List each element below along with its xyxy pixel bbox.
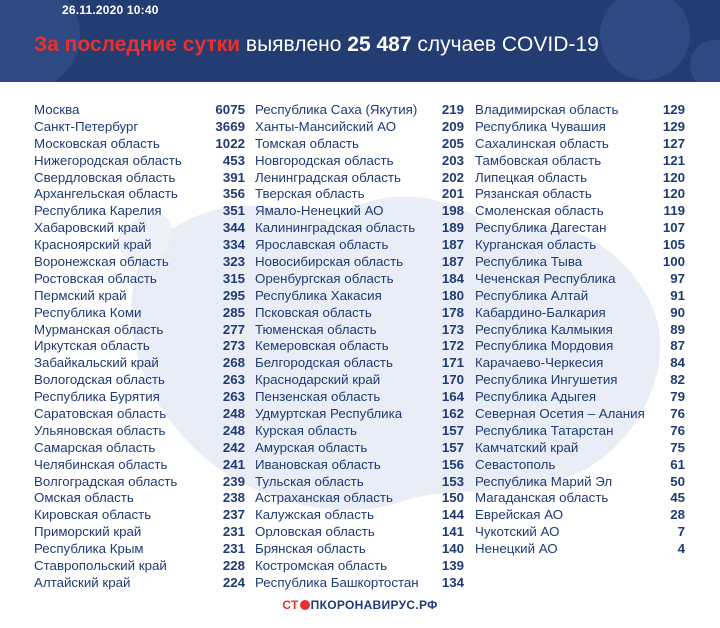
region-row — [475, 322, 685, 339]
region-row — [34, 254, 245, 271]
region-name: Астраханская область — [255, 490, 393, 506]
region-row — [475, 423, 685, 440]
stopcoronavirus-logo — [282, 598, 437, 612]
region-row — [255, 254, 464, 271]
region-case-count: 119 — [663, 203, 685, 219]
region-name: Республика Алтай — [475, 287, 589, 303]
region-case-count: 28 — [670, 507, 685, 523]
region-name: Республика Коми — [34, 304, 142, 320]
region-name: Хабаровский край — [34, 220, 146, 236]
region-name: Чукотский АО — [475, 524, 560, 540]
region-case-count: 100 — [662, 254, 685, 270]
region-name: Севастополь — [475, 456, 556, 472]
region-row — [255, 136, 464, 153]
region-name: Республика Марий Эл — [475, 473, 613, 489]
region-case-count: 263 — [222, 372, 245, 388]
region-row — [475, 541, 685, 558]
title-number: 25 487 — [347, 33, 412, 56]
region-row — [255, 322, 464, 339]
region-row — [34, 423, 245, 440]
region-case-count: 89 — [670, 321, 685, 337]
region-case-count: 129 — [662, 118, 685, 134]
region-case-count: 453 — [222, 152, 245, 168]
region-row — [475, 254, 685, 271]
region-row — [255, 355, 464, 372]
region-row — [255, 305, 464, 322]
region-case-count: 224 — [222, 574, 245, 590]
region-row — [475, 355, 685, 372]
region-row — [255, 490, 464, 507]
region-name: Курская область — [255, 422, 357, 438]
region-case-count: 153 — [441, 473, 464, 489]
region-name: Челябинская область — [34, 456, 168, 472]
region-case-count: 156 — [441, 456, 464, 472]
region-case-count: 105 — [662, 237, 685, 253]
region-name: Республика Ингушетия — [475, 372, 618, 388]
region-row — [34, 305, 245, 322]
region-case-count: 1022 — [215, 135, 245, 151]
region-row — [34, 136, 245, 153]
region-row — [475, 203, 685, 220]
region-case-count: 120 — [662, 186, 685, 202]
region-name: Брянская область — [255, 541, 366, 557]
region-name: Забайкальский край — [34, 355, 159, 371]
region-case-count: 134 — [441, 574, 464, 590]
region-case-count: 121 — [662, 152, 685, 168]
region-name: Пензенская область — [255, 389, 381, 405]
title-part3: случаев COVID-19 — [411, 33, 599, 56]
region-case-count: 189 — [441, 220, 464, 236]
region-case-count: 82 — [670, 372, 685, 388]
region-row — [475, 237, 685, 254]
region-case-count: 178 — [441, 304, 464, 320]
region-case-count: 162 — [441, 406, 464, 422]
region-row — [34, 507, 245, 524]
region-case-count: 356 — [222, 186, 245, 202]
page-title — [34, 33, 599, 57]
region-row — [475, 136, 685, 153]
region-case-count: 180 — [441, 287, 464, 303]
region-row — [475, 490, 685, 507]
region-name: Омская область — [34, 490, 134, 506]
region-row — [475, 186, 685, 203]
region-name: Кировская область — [34, 507, 152, 523]
region-name: Санкт-Петербург — [34, 118, 139, 134]
region-row — [34, 153, 245, 170]
region-name: Псковская область — [255, 304, 372, 320]
region-case-count: 173 — [441, 321, 464, 337]
region-name: Тульская область — [255, 473, 364, 489]
region-name: Ненецкий АО — [475, 541, 558, 557]
region-case-count: 120 — [662, 169, 685, 185]
region-name: Сахалинская область — [475, 135, 609, 151]
region-name: Республика Башкортостан — [255, 574, 419, 590]
region-name: Нижегородская область — [34, 152, 182, 168]
region-name: Новгородская область — [255, 152, 394, 168]
region-name: Свердловская область — [34, 169, 176, 185]
region-row — [475, 507, 685, 524]
region-name: Республика Тыва — [475, 254, 583, 270]
region-case-count: 127 — [662, 135, 685, 151]
region-case-count: 277 — [222, 321, 245, 337]
region-row — [255, 541, 464, 558]
region-row — [255, 524, 464, 541]
region-case-count: 315 — [222, 270, 245, 286]
region-column-3 — [475, 102, 685, 558]
region-case-count: 231 — [222, 524, 245, 540]
region-name: Курганская область — [475, 237, 597, 253]
region-case-count: 351 — [222, 203, 245, 219]
region-name: Ямало-Ненецкий АО — [255, 203, 384, 219]
logo-stop-icon — [300, 600, 310, 610]
region-name: Амурская область — [255, 439, 368, 455]
region-name: Магаданская область — [475, 490, 609, 506]
region-name: Республика Хакасия — [255, 287, 382, 303]
region-case-count: 203 — [441, 152, 464, 168]
region-case-count: 129 — [662, 102, 685, 117]
region-row — [255, 271, 464, 288]
region-row — [34, 440, 245, 457]
region-name: Ярославская область — [255, 237, 389, 253]
region-name: Воронежская область — [34, 254, 169, 270]
region-case-count: 248 — [222, 406, 245, 422]
region-row — [475, 474, 685, 491]
region-row — [475, 288, 685, 305]
region-case-count: 76 — [670, 406, 685, 422]
region-row — [255, 102, 464, 119]
region-case-count: 242 — [222, 439, 245, 455]
region-name: Карачаево-Черкесия — [475, 355, 604, 371]
region-name: Мурманская область — [34, 321, 164, 337]
region-row — [34, 271, 245, 288]
region-name: Республика Саха (Якутия) — [255, 102, 418, 117]
region-name: Калининградская область — [255, 220, 416, 236]
region-case-count: 107 — [662, 220, 685, 236]
region-row — [255, 423, 464, 440]
region-name: Республика Дагестан — [475, 220, 607, 236]
region-case-count: 323 — [222, 254, 245, 270]
region-name: Ставропольский край — [34, 558, 167, 574]
region-case-count: 184 — [441, 270, 464, 286]
virus-decoration-icon — [690, 40, 720, 82]
region-name: Орловская область — [255, 524, 375, 540]
region-row — [34, 119, 245, 136]
region-name: Республика Бурятия — [34, 389, 160, 405]
region-name: Чеченская Республика — [475, 270, 616, 286]
region-row — [34, 355, 245, 372]
region-case-count: 61 — [670, 456, 685, 472]
region-name: Ленинградская область — [255, 169, 401, 185]
region-name: Рязанская область — [475, 186, 592, 202]
region-case-count: 170 — [441, 372, 464, 388]
region-name: Белгородская область — [255, 355, 393, 371]
title-part2: выявлено — [240, 33, 348, 56]
region-case-count: 79 — [670, 389, 685, 405]
title-part1: За последние сутки — [34, 33, 241, 56]
region-row — [475, 406, 685, 423]
region-case-count: 239 — [222, 473, 245, 489]
region-case-count: 45 — [670, 490, 685, 506]
region-case-count: 3669 — [215, 118, 245, 134]
region-case-count: 75 — [670, 439, 685, 455]
region-name: Республика Калмыкия — [475, 321, 613, 337]
region-name: Алтайский край — [34, 574, 131, 590]
region-name: Москва — [34, 102, 80, 117]
region-name: Красноярский край — [34, 237, 152, 253]
region-row — [255, 203, 464, 220]
region-row — [255, 389, 464, 406]
region-name: Самарская область — [34, 439, 156, 455]
region-row — [34, 524, 245, 541]
logo-rest-text: ПКОРОНАВИРУС.РФ — [310, 598, 438, 612]
region-name: Липецкая область — [475, 169, 587, 185]
region-row — [34, 406, 245, 423]
region-row — [475, 119, 685, 136]
region-case-count: 295 — [222, 287, 245, 303]
region-name: Ивановская область — [255, 456, 381, 472]
region-name: Костромская область — [255, 558, 388, 574]
region-row — [255, 338, 464, 355]
region-case-count: 231 — [222, 541, 245, 557]
region-case-count: 202 — [441, 169, 464, 185]
region-name: Саратовская область — [34, 406, 167, 422]
region-name: Архангельская область — [34, 186, 178, 202]
region-row — [255, 372, 464, 389]
region-column-1 — [34, 102, 245, 592]
region-row — [255, 220, 464, 237]
report-datetime: 26.11.2020 10:40 — [62, 3, 159, 17]
virus-decoration-icon — [600, 0, 690, 80]
region-row — [475, 102, 685, 119]
region-case-count: 150 — [441, 490, 464, 506]
region-name: Иркутская область — [34, 338, 150, 354]
region-name: Приморский край — [34, 524, 142, 540]
region-name: Тверская область — [255, 186, 365, 202]
region-row — [475, 305, 685, 322]
region-name: Волгоградская область — [34, 473, 178, 489]
region-row — [255, 288, 464, 305]
region-name: Республика Крым — [34, 541, 144, 557]
region-row — [34, 474, 245, 491]
region-row — [255, 153, 464, 170]
region-case-count: 141 — [441, 524, 464, 540]
region-case-count: 140 — [441, 541, 464, 557]
region-case-count: 97 — [670, 270, 685, 286]
region-name: Смоленская область — [475, 203, 604, 219]
region-row — [34, 186, 245, 203]
region-name: Владимирская область — [475, 102, 619, 117]
region-case-count: 90 — [670, 304, 685, 320]
region-row — [255, 457, 464, 474]
region-case-count: 6075 — [215, 102, 245, 117]
region-case-count: 139 — [441, 558, 464, 574]
region-case-count: 87 — [670, 338, 685, 354]
region-case-count: 198 — [441, 203, 464, 219]
region-row — [34, 237, 245, 254]
region-case-count: 187 — [441, 254, 464, 270]
region-case-count: 187 — [441, 237, 464, 253]
region-row — [34, 541, 245, 558]
region-case-count: 7 — [677, 524, 685, 540]
region-name: Ульяновская область — [34, 422, 166, 438]
region-name: Республика Татарстан — [475, 422, 614, 438]
footer — [0, 592, 720, 628]
region-case-count: 91 — [670, 287, 685, 303]
region-case-count: 228 — [222, 558, 245, 574]
region-row — [255, 237, 464, 254]
region-name: Ростовская область — [34, 270, 157, 286]
region-row — [475, 457, 685, 474]
region-name: Республика Мордовия — [475, 338, 614, 354]
region-name: Республика Карелия — [34, 203, 162, 219]
region-name: Тюменская область — [255, 321, 377, 337]
region-row — [34, 170, 245, 187]
region-name: Тамбовская область — [475, 152, 602, 168]
region-row — [475, 372, 685, 389]
region-case-count: 344 — [222, 220, 245, 236]
region-row — [255, 474, 464, 491]
region-case-count: 238 — [222, 490, 245, 506]
region-name: Московская область — [34, 135, 160, 151]
region-case-count: 84 — [670, 355, 685, 371]
region-case-count: 248 — [222, 422, 245, 438]
region-row — [255, 186, 464, 203]
region-row — [475, 524, 685, 541]
region-case-count: 285 — [222, 304, 245, 320]
region-row — [34, 338, 245, 355]
region-case-count: 237 — [222, 507, 245, 523]
header-banner — [0, 0, 720, 82]
region-name: Камчатский край — [475, 439, 579, 455]
region-row — [34, 220, 245, 237]
region-name: Кабардино-Балкария — [475, 304, 606, 320]
region-row — [34, 575, 245, 592]
logo-stop-text: СТ — [282, 598, 299, 612]
region-name: Пермский край — [34, 287, 127, 303]
region-row — [475, 153, 685, 170]
region-case-count: 268 — [222, 355, 245, 371]
region-column-2 — [255, 102, 464, 592]
region-case-count: 164 — [441, 389, 464, 405]
region-row — [255, 440, 464, 457]
region-name: Удмуртская Республика — [255, 406, 403, 422]
region-name: Оренбургская область — [255, 270, 394, 286]
region-case-count: 50 — [670, 473, 685, 489]
region-case-count: 263 — [222, 389, 245, 405]
region-row — [34, 457, 245, 474]
region-row — [34, 372, 245, 389]
region-name: Калужская область — [255, 507, 374, 523]
region-case-count: 273 — [222, 338, 245, 354]
region-row — [475, 271, 685, 288]
region-name: Новосибирская область — [255, 254, 404, 270]
region-row — [34, 203, 245, 220]
region-name: Республика Чувашия — [475, 118, 606, 134]
region-row — [475, 440, 685, 457]
region-row — [255, 119, 464, 136]
region-row — [34, 322, 245, 339]
region-case-count: 157 — [441, 422, 464, 438]
region-case-count: 201 — [441, 186, 464, 202]
region-case-count: 4 — [677, 541, 685, 557]
region-case-count: 76 — [670, 422, 685, 438]
region-name: Кемеровская область — [255, 338, 389, 354]
region-row — [34, 102, 245, 119]
region-row — [255, 170, 464, 187]
region-name: Томская область — [255, 135, 359, 151]
region-case-count: 172 — [441, 338, 464, 354]
region-name: Вологодская область — [34, 372, 165, 388]
region-row — [34, 558, 245, 575]
region-case-count: 157 — [441, 439, 464, 455]
region-row — [475, 389, 685, 406]
region-case-count: 171 — [441, 355, 464, 371]
region-name: Республика Адыгея — [475, 389, 597, 405]
region-case-count: 205 — [441, 135, 464, 151]
region-row — [255, 558, 464, 575]
region-row — [255, 575, 464, 592]
region-name: Северная Осетия – Алания — [475, 406, 645, 422]
region-row — [255, 406, 464, 423]
region-name: Еврейская АО — [475, 507, 564, 523]
region-case-count: 219 — [441, 102, 464, 117]
region-name: Краснодарский край — [255, 372, 381, 388]
region-case-count: 209 — [441, 118, 464, 134]
region-row — [475, 170, 685, 187]
region-row — [34, 288, 245, 305]
region-row — [475, 220, 685, 237]
region-case-count: 144 — [441, 507, 464, 523]
region-case-count: 391 — [222, 169, 245, 185]
region-row — [475, 338, 685, 355]
region-name: Ханты-Мансийский АО — [255, 118, 397, 134]
region-row — [34, 389, 245, 406]
region-row — [34, 490, 245, 507]
region-case-count: 241 — [222, 456, 245, 472]
region-row — [255, 507, 464, 524]
region-case-count: 334 — [222, 237, 245, 253]
